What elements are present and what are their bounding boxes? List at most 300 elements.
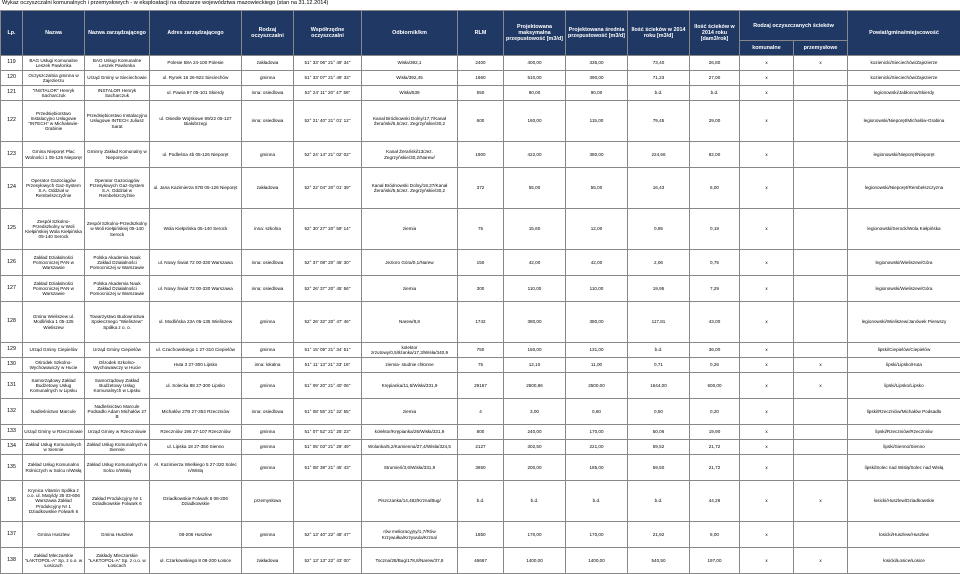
cell-volume-yearly: 0,19 [690,209,740,250]
cell-lp: 135 [1,455,23,481]
cell-coordinates: 51° 07' 52'' 21° 25' 23'' [294,425,362,440]
cell-volume-daily: 0,95 [628,209,690,250]
cell-receiver: ziemia- studnie chłonne [362,358,458,373]
cell-receiver: Krępianka/11,5/Wisła/331,9 [362,373,458,399]
cell-operator: Polska Akademia Nauk Zakład Działalności Pomocniczej w Warszawie [85,276,150,302]
cell-lp: 131 [1,373,23,399]
cell-operator: Przedsiębiorstwo Instalacyjno Usługowe INTECH Juliusz Sarat [85,101,150,142]
cell-operator: Zakłady Mleczarskie "ŁAKTOPOL-A" Sp. z o.o. w Łosicach [85,548,150,574]
cell-industrial [794,302,848,343]
cell-volume-yearly: 6,00 [690,168,740,209]
cell-plant-type: gminna [242,142,294,168]
cell-max-capacity: 510,00 [504,71,566,86]
cell-municipal: x [740,142,794,168]
cell-receiver: ziemia [362,276,458,302]
cell-industrial [794,168,848,209]
cell-avg-capacity: 131,00 [566,343,628,358]
cell-lp: 133 [1,425,23,440]
cell-lp: 137 [1,522,23,548]
cell-avg-capacity: 390,00 [566,71,628,86]
cell-address: Dziadkowskie Folwark 6 08-206 Dziadkowskie [150,481,242,522]
cell-rlm: 300 [458,276,504,302]
cell-county: lipski/Rzeczniów/Michałów Podsadło [848,399,960,425]
cell-address: Polesie 58A 24-100 Polesie [150,56,242,71]
cell-coordinates: 51° 09' 20'' 21° 40' 06'' [294,373,362,399]
cell-avg-capacity: 90,00 [566,86,628,101]
cell-operator: Zakład Produkcyjny Nr 1 Dziadkowskie Folwark 6 [85,481,150,522]
cell-volume-yearly: 82,00 [690,142,740,168]
cell-municipal: x [740,425,794,440]
cell-volume-daily: 19,95 [628,276,690,302]
cell-avg-capacity: 55,00 [566,168,628,209]
cell-industrial: x [794,56,848,71]
cell-volume-daily: 117,81 [628,302,690,343]
cell-max-capacity: 90,00 [504,86,566,101]
cell-operator: Towarzystwo Budownictwa Społecznego "Wieliszew" Spółka z o. o. [85,302,150,343]
cell-industrial: x [794,548,848,574]
cell-lp: 119 [1,56,23,71]
cell-plant-type: zakładowa [242,548,294,574]
cell-rlm: 3650 [458,455,504,481]
cell-max-capacity: 15,60 [504,209,566,250]
cell-municipal: x [740,440,794,455]
cell-max-capacity: 150,00 [504,343,566,358]
cell-operator: Operator Gazociągów Przesyłowych Gaz-System S.A. Oddział w Rembelszczyźnie [85,168,150,209]
cell-avg-capacity: 0,60 [566,399,628,425]
cell-industrial [794,522,848,548]
cell-volume-daily: 224,66 [628,142,690,168]
cell-volume-yearly: 21,72 [690,455,740,481]
cell-avg-capacity: 2500,00 [566,373,628,399]
cell-coordinates: 52° 37' 08'' 20° 46' 30'' [294,250,362,276]
cell-industrial [794,86,848,101]
cell-volume-yearly: 0,26 [690,358,740,373]
cell-municipal: x [740,399,794,425]
cell-address: ul. Pawia 97 05-101 Skierdy [150,86,242,101]
header-volume-yearly: Ilość ścieków w 2014 roku [dam3/rok] [690,11,740,56]
cell-industrial [794,276,848,302]
cell-volume-daily: b.d. [628,343,690,358]
cell-coordinates: 52° 24' 11'' 20° 47' 56'' [294,86,362,101]
cell-avg-capacity: 1400,00 [566,548,628,574]
cell-operator: Urząd Gminy w Sieciechowie [85,71,150,86]
cell-volume-yearly: 197,00 [690,548,740,574]
cell-max-capacity: 422,00 [504,142,566,168]
cell-lp: 123 [1,142,23,168]
cell-receiver: Toczna/28/Bug/178,8/Narew/37,8 [362,548,458,574]
document-title: Wykaz oczyszczalni komunalnych i przemysłowych - w eksploatacji na obszarze województwa mazowieckiego (stan na 31.12.2014) [2,0,328,6]
cell-name: Ośrodek Szkolno-Wychowawczy w Hucie [23,358,85,373]
cell-lp: 122 [1,101,23,142]
cell-address: 08-206 Huszlew [150,522,242,548]
header-coordinates: Współrzędne oczyszczalni [294,11,362,56]
cell-max-capacity: 2500,86 [504,373,566,399]
cell-county: legionowski/Nieporęt/Michałów-Grabina [848,101,960,142]
cell-volume-daily: 79,45 [628,101,690,142]
cell-municipal: x [740,373,794,399]
cell-municipal: x [740,548,794,574]
cell-receiver: rów melioracyjny/1,7/Rów Krzywułka/Krzywula/Krzna/ [362,522,458,548]
cell-municipal: x [740,358,794,373]
cell-operator: Ośrodek Szkolno-Wychowawczy w Hucie [85,358,150,373]
cell-county: legionowski/Serock/Wola Kiełpińska [848,209,960,250]
cell-plant-type: inna: osiedlowa [242,399,294,425]
cell-municipal: x [740,302,794,343]
table-row [1,399,960,425]
cell-volume-daily: 73,40 [628,56,690,71]
cell-receiver: kolektor/Krępianka/26/Wisła/331,9 [362,425,458,440]
cell-industrial [794,101,848,142]
cell-volume-daily: 59,52 [628,440,690,455]
table-row [1,481,960,522]
cell-municipal: x [740,481,794,522]
table-row [1,343,960,358]
cell-plant-type: gminna [242,522,294,548]
cell-lp: 130 [1,358,23,373]
cell-county: kozienicki/Sieciechów/Zajezierze [848,56,960,71]
cell-max-capacity: 55,00 [504,168,566,209]
cell-coordinates: 52° 24' 14'' 21° 02' 02'' [294,142,362,168]
cell-volume-yearly: 26,80 [690,56,740,71]
cell-rlm: 75 [458,209,504,250]
table-row [1,86,960,101]
cell-volume-daily: b.d. [628,481,690,522]
cell-max-capacity: 400,00 [504,56,566,71]
cell-volume-daily: b.d. [628,86,690,101]
cell-avg-capacity: 115,00 [566,101,628,142]
cell-operator: Nadleśnictwo Marcule Podsadło Adam Michałów 27 B [85,399,150,425]
cell-coordinates [294,481,362,522]
cell-county: łosicki/Huszlew/Huszlew [848,522,960,548]
cell-name: Gmina Huszlew [23,522,85,548]
cell-volume-yearly: 27,00 [690,71,740,86]
table-row [1,358,960,373]
cell-industrial [794,440,848,455]
cell-rlm: 550 [458,86,504,101]
cell-volume-yearly: 600,00 [690,373,740,399]
cell-coordinates: 52° 26' 37'' 20° 45' 56'' [294,276,362,302]
cell-receiver: Strumień/3,6/Wisła/331,9 [362,455,458,481]
cell-operator: INSTALOR Henryk Sacharczuk [85,86,150,101]
cell-name: "INSTALOR" Henryk Sacharczuk [23,86,85,101]
cell-max-capacity: b.d. [504,481,566,522]
cell-rlm: 150 [458,250,504,276]
cell-county: legionowski/Wieliszew/Janówek Pierwszy [848,302,960,343]
cell-municipal: x [740,168,794,209]
cell-address: ul. Nowy Świat 72 00-330 Warszawa [150,276,242,302]
cell-address: ul. Osiedle Wojskowe 89/22 05-127 Białobrzegi [150,101,242,142]
table-row [1,209,960,250]
cell-name: Przedsiębiorstwo Instalacyjno Usługowe "INTECH" w Michałowie-Grabinie [23,101,85,142]
cell-industrial: x [794,358,848,373]
header-avg-capacity: Projektowana średnia przepustowość [m3/d] [566,11,628,56]
cell-volume-daily: 0,50 [628,399,690,425]
cell-address: ul. Nowy Świat 72 00-330 Warszawa [150,250,242,276]
cell-name: Oczyszczalnia gminna w Zajezierzu [23,71,85,86]
cell-address: Wola Kiełpińska 05-140 Serock [150,209,242,250]
cell-avg-capacity: 42,00 [566,250,628,276]
table-row [1,302,960,343]
cell-name: Zakład Mleczarskie "ŁAKTOPOL-A" Sp. z o.o. w Łosicach [23,548,85,574]
cell-operator: Zakład Usług Komunalnych w Siennie [85,440,150,455]
cell-coordinates: 52° 22' 04'' 20° 01' 39'' [294,168,362,209]
cell-lp: 121 [1,86,23,101]
cell-rlm: 4 [458,399,504,425]
cell-rlm: 75 [458,358,504,373]
cell-name: Krynica Vitamin Spółka z o.o. ul. Matyldy 35 03-606 Warszawa Zakład Produkcyjny Nr 1 Dziadkowskie Folwark 6 [23,481,85,522]
cell-rlm: 2400 [458,56,504,71]
cell-operator: Urząd Gminy w Rzeczniowie [85,425,150,440]
cell-coordinates: 51° 08' 38'' 21° 45' 43'' [294,455,362,481]
cell-name: Nadleśnictwo Marcule [23,399,85,425]
cell-receiver: Kanał Bródnowski Dolny/17,7/Kanał Żerański/5,5/Jez. Zegrzyńskie/30,2 [362,101,458,142]
cell-receiver: Jezioro Góra/0,1/Narew [362,250,458,276]
cell-plant-type: inna: osiedlowa [242,101,294,142]
cell-volume-yearly: 36,00 [690,343,740,358]
cell-rlm: 600 [458,101,504,142]
cell-max-capacity: 110,00 [504,276,566,302]
table-row [1,250,960,276]
cell-coordinates: 51° 11' 13'' 21° 33' 16'' [294,358,362,373]
cell-coordinates: 51° 33' 07'' 21° 49' 33'' [294,71,362,86]
cell-address: ul. Podleśna 4b 05-126 Nieporęt [150,142,242,168]
cell-operator: Gmina Huszlew [85,522,150,548]
cell-operator: Gminny Zakład Komunalny w Nieporęcie [85,142,150,168]
cell-avg-capacity: 12,00 [566,209,628,250]
cell-volume-daily: 0,71 [628,358,690,373]
cell-operator: Urząd Gminy Ciepielów [85,343,150,358]
cell-rlm: b.d. [458,481,504,522]
cell-lp: 127 [1,276,23,302]
cell-municipal: x [740,455,794,481]
cell-receiver: Kanał Bródnowski Dolny/18,37/Kanał Żerański/5,5/Jez. Zegrzyńskie/30,2 [362,168,458,209]
cell-volume-daily: 1644,00 [628,373,690,399]
cell-address: Huta 3 27-300 Lipsko [150,358,242,373]
cell-address: ul. Jana Kazimierza 57B 05-126 Nieporęt [150,168,242,209]
cell-avg-capacity: 335,00 [566,56,628,71]
cell-plant-type: gminna [242,302,294,343]
cell-county: łosicki/Huszlew/Dziadkowskie [848,481,960,522]
cell-volume-daily: 21,92 [628,522,690,548]
cell-county: lipski/Lipsko/Lipsko [848,373,960,399]
cell-operator: Zespół Szkolno-Przedszkolny w Woli Kiełpińskiej 05-140 Serock [85,209,150,250]
table-row [1,56,960,71]
cell-avg-capacity: 185,00 [566,455,628,481]
cell-coordinates: 52° 13' 13'' 22° 43' 00'' [294,548,362,574]
cell-max-capacity: 42,00 [504,250,566,276]
cell-plant-type: zakładowa [242,56,294,71]
cell-address: ul. Czachowskiego 1 27-310 Ciepielów [150,343,242,358]
header-volume-daily: Ilość ścieków w 2014 roku [m3/d] [628,11,690,56]
cell-industrial [794,209,848,250]
header-receiver: Odbiornik/km [362,11,458,56]
cell-lp: 128 [1,302,23,343]
cell-volume-daily: 59,50 [628,455,690,481]
cell-max-capacity: 200,00 [504,455,566,481]
header-max-capacity: Projektowana maksymalna przepustowość [m3/d] [504,11,566,56]
cell-county: łosicki/Łosice/Łosice [848,548,960,574]
header-county: Powiat/gmina/miejscowość [848,11,960,56]
table-row [1,276,960,302]
cell-county: lipski/Sienno/Sienno [848,440,960,455]
cell-address: ul. Solecka 88 27-300 Lipsko [150,373,242,399]
cell-name: Zakład Usług Komunalno Rolniczych w Solcu n/Wisłą [23,455,85,481]
cell-rlm: 46667 [458,548,504,574]
cell-county: legionowski/Nieporęt/Rembelszczyzna [848,168,960,209]
cell-name: Zakład Usług Komunalnych w Siennie [23,440,85,455]
cell-plant-type: gminna [242,343,294,358]
cell-rlm: 750 [458,343,504,358]
cell-receiver: Wisła/392,45 [362,71,458,86]
cell-county: lipski/Rzeczniów/Rzeczniów [848,425,960,440]
cell-lp: 126 [1,250,23,276]
cell-name: Gmina Nieporęt Plac Wolności 1 05-126 Nieporęt [23,142,85,168]
cell-volume-daily: 16,43 [628,168,690,209]
table-row [1,168,960,209]
cell-volume-daily: 50,06 [628,425,690,440]
cell-receiver: Narew/8,8 [362,302,458,343]
cell-avg-capacity: 221,00 [566,440,628,455]
cell-volume-yearly: 29,00 [690,101,740,142]
cell-rlm: 1850 [458,522,504,548]
cell-max-capacity: 302,50 [504,440,566,455]
cell-coordinates: 51° 08' 55'' 21° 22' 55'' [294,399,362,425]
cell-volume-daily: 540,50 [628,548,690,574]
cell-industrial [794,399,848,425]
cell-county: legionowski/Wieliszew/Góra [848,250,960,276]
cell-lp: 136 [1,481,23,522]
table-row [1,101,960,142]
cell-receiver: Kanał Żerański/13/Jez. Zegrzyńskie/30,2/Narew/ [362,142,458,168]
header-industrial: przemysłowe [794,41,848,56]
cell-avg-capacity: 170,00 [566,522,628,548]
cell-avg-capacity: 380,00 [566,302,628,343]
cell-name: Samorządowy Zakład Budżetowy Usług Komunalnych w Lipsku [23,373,85,399]
cell-max-capacity: 170,00 [504,522,566,548]
cell-municipal: x [740,101,794,142]
cell-operator: Polska Akademia Nauk Zakład Działalności Pomocniczej w Warszawie [85,250,150,276]
cell-name: Operator Gazociągów Przesyłowych Gaz-System S.A. Oddział w Rembelszczyźnie [23,168,85,209]
cell-rlm: 800 [458,425,504,440]
cell-coordinates: 52° 26' 32'' 20° 47' 46'' [294,302,362,343]
cell-lp: 120 [1,71,23,86]
cell-name: Urząd Gminy w Rzeczniowie [23,425,85,440]
cell-plant-type: gminna [242,425,294,440]
header-sewage-type: Rodzaj oczyszczanych ścieków [740,11,848,41]
cell-county: lipski/Lipsko/Huta [848,358,960,373]
cell-plant-type: inna: szkolna [242,209,294,250]
cell-rlm: 372 [458,168,504,209]
header-lp: Lp. [1,11,23,56]
cell-industrial [794,343,848,358]
table-row [1,440,960,455]
cell-municipal: x [740,71,794,86]
cell-industrial [794,71,848,86]
cell-address: ul. Rynek 16 26-922 Sieciechów [150,71,242,86]
cell-volume-yearly: 0,20 [690,399,740,425]
header-operator-address: Adres zarządzającego [150,11,242,56]
cell-volume-yearly: 7,29 [690,276,740,302]
cell-max-capacity: 380,00 [504,302,566,343]
cell-lp: 125 [1,209,23,250]
cell-plant-type: przemysłowa [242,481,294,522]
cell-volume-yearly: 19,90 [690,425,740,440]
cell-lp: 129 [1,343,23,358]
cell-receiver: Wisła/539 [362,86,458,101]
cell-address: ul. Lipska 18 27-350 Sienno [150,440,242,455]
cell-receiver: ziemia [362,399,458,425]
cell-address: Michałów 27B 27-353 Rzeczniów [150,399,242,425]
cell-rlm: 2127 [458,440,504,455]
header-operator-name: Nazwa zarządzającego [85,11,150,56]
cell-coordinates: 51° 33' 06'' 21° 49' 34'' [294,56,362,71]
cell-receiver: Wolanka/5,2/Kamienna/27,4/Wisła/324,5 [362,440,458,455]
cell-industrial: x [794,481,848,522]
cell-plant-type: gminna [242,455,294,481]
cell-name: Gmina Wieliszew ul. Modlińska 1 05-135 Wieliszew [23,302,85,343]
cell-industrial: x [794,373,848,399]
cell-coordinates: 52° 21' 40'' 21° 01' 12'' [294,101,362,142]
cell-receiver: Wisła/392,1 [362,56,458,71]
cell-lp: 134 [1,440,23,455]
cell-avg-capacity: 11,00 [566,358,628,373]
cell-county: legionowski/Nieporęt/Nieporęt [848,142,960,168]
cell-plant-type: gminna [242,373,294,399]
cell-plant-type: inna: osiedlowa [242,86,294,101]
cell-max-capacity: 160,00 [504,101,566,142]
wastewater-plants-table [0,10,960,574]
cell-avg-capacity: 380,00 [566,142,628,168]
cell-address: Rzeczniów 196 27-107 Rzeczniów [150,425,242,440]
cell-address: ul. Czarkowskiego 8 08-200 Łosice [150,548,242,574]
cell-name: Zakład Działalności Pomocniczej PAN w Warszawie [23,250,85,276]
table-row [1,373,960,399]
cell-name: Zespół Szkolno-Przedszkolny w Woli Kiełpińskiej Wola Kiełpińska 05-140 Serock [23,209,85,250]
cell-municipal: x [740,56,794,71]
cell-county: lipski/Solec nad Wisłą/Solec nad Wisłą [848,455,960,481]
cell-volume-yearly: 21,72 [690,440,740,455]
cell-plant-type: gminna [242,71,294,86]
cell-industrial [794,142,848,168]
cell-coordinates: 51° 05' 03'' 21° 28' 49'' [294,440,362,455]
cell-industrial [794,425,848,440]
cell-municipal: x [740,276,794,302]
cell-name: Urząd Gminy Ciepielów [23,343,85,358]
table-row [1,455,960,481]
cell-address: ul. Modlińska 23A 05-135 Wieliszew [150,302,242,343]
cell-address: Al. Kazimierza Wielkiego 5 27-320 Solec n/Wisłą [150,455,242,481]
cell-county: legionowski/Wieliszew/Góra [848,276,960,302]
cell-county: kozienicki/Sieciechów/Zajezierze [848,71,960,86]
header-name: Nazwa [23,11,85,56]
cell-max-capacity: 3,00 [504,399,566,425]
cell-max-capacity: 1400,00 [504,548,566,574]
cell-volume-yearly: b.d. [690,86,740,101]
cell-volume-yearly: 8,00 [690,522,740,548]
cell-lp: 124 [1,168,23,209]
cell-max-capacity: 12,10 [504,358,566,373]
table-row [1,425,960,440]
cell-municipal: x [740,343,794,358]
cell-lp: 132 [1,399,23,425]
cell-municipal: x [740,209,794,250]
cell-rlm: 1742 [458,302,504,343]
cell-max-capacity: 240,00 [504,425,566,440]
cell-industrial [794,455,848,481]
cell-volume-daily: 71,23 [628,71,690,86]
cell-rlm: 1900 [458,142,504,168]
cell-name: Zakład Działalności Pomocniczej PAN w Warszawie [23,276,85,302]
